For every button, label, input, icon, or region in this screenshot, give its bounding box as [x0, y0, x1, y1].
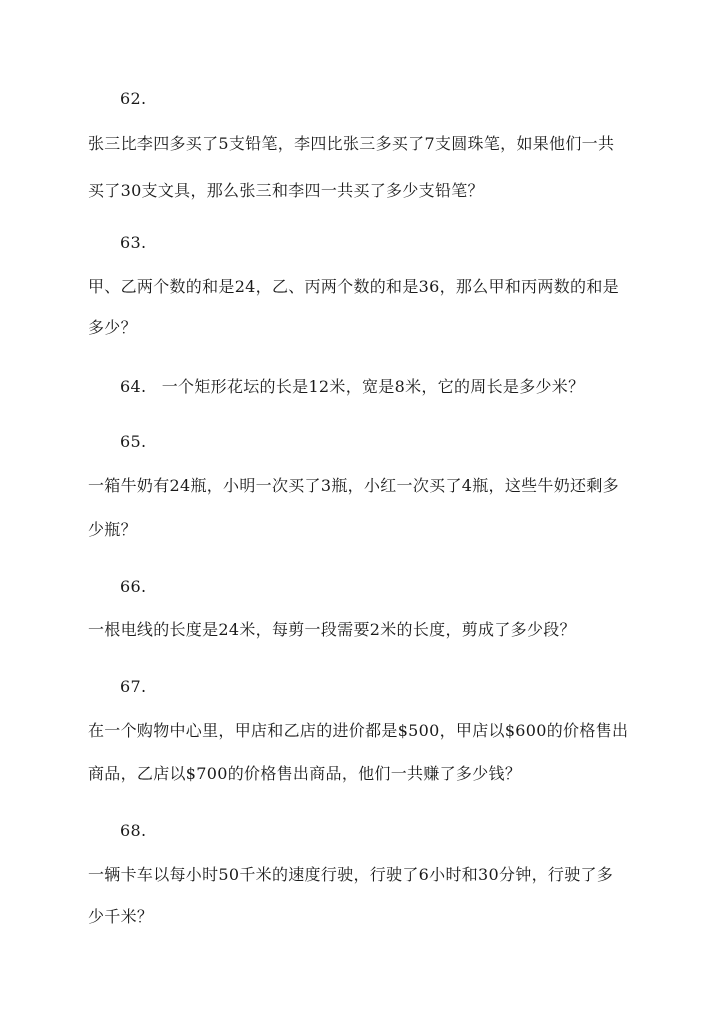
question-64-text: 一个矩形花坛的长是12米，宽是8米，它的周长是多少米？ [161, 377, 585, 396]
question-65-number: 65. [120, 432, 147, 451]
question-67-line-1: 在一个购物中心里，甲店和乙店的进价都是$500，甲店以$600的价格售出 [88, 721, 629, 740]
question-63-number: 63. [120, 233, 147, 252]
question-66-line-1: 一根电线的长度是24米，每剪一段需要2米的长度，剪成了多少段？ [88, 620, 576, 639]
question-68-number: 68. [120, 821, 147, 840]
question-65-line-1: 一箱牛奶有24瓶，小明一次买了3瓶，小红一次买了4瓶，这些牛奶还剩多 [88, 476, 619, 495]
question-67-number: 67. [120, 677, 147, 696]
question-63-line-1: 甲、乙两个数的和是24，乙、丙两个数的和是36，那么甲和丙两数的和是 [88, 277, 619, 296]
question-68-line-1: 一辆卡车以每小时50千米的速度行驶，行驶了6小时和30分钟，行驶了多 [88, 865, 614, 884]
question-68-line-2: 少千米？ [88, 907, 154, 926]
question-64-number: 64. [120, 377, 147, 396]
question-62-number: 62. [120, 89, 147, 108]
question-66-number: 66. [120, 577, 147, 596]
question-62-line-2: 买了30支文具，那么张三和李四一共买了多少支铅笔？ [88, 181, 484, 200]
question-62-line-1: 张三比李四多买了5支铅笔，李四比张三多买了7支圆珠笔，如果他们一共 [88, 134, 615, 153]
question-67-line-2: 商品，乙店以$700的价格售出商品，他们一共赚了多少钱？ [88, 764, 522, 783]
question-63-line-2: 多少？ [88, 318, 137, 337]
question-65-line-2: 少瓶？ [88, 520, 137, 539]
question-64 [120, 376, 640, 398]
